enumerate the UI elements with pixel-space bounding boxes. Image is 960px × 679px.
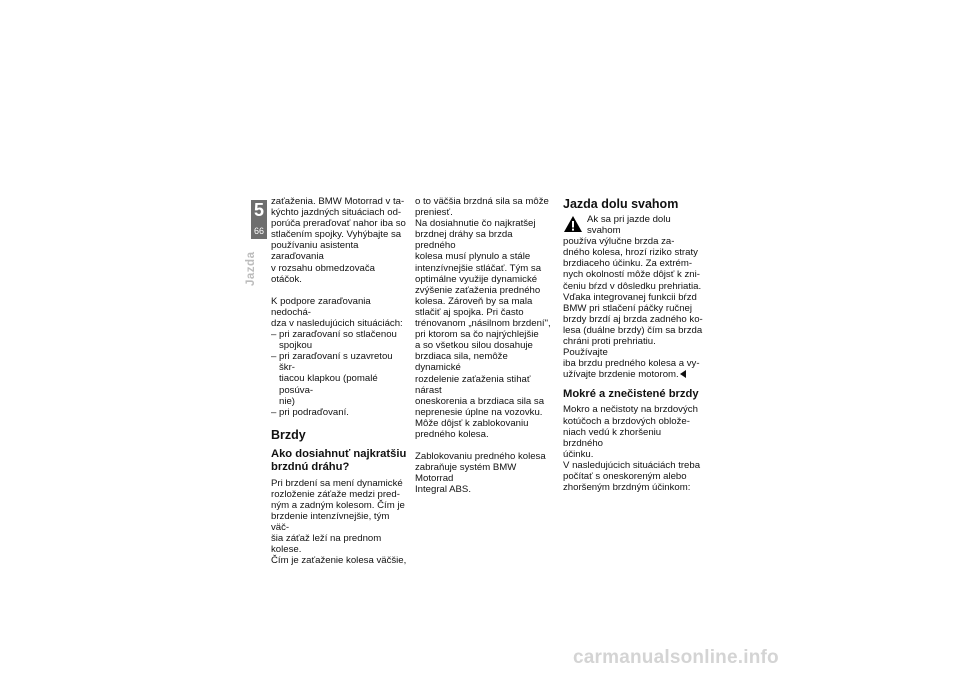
text-line: chráni proti prehriatiu. Používajte	[563, 336, 656, 359]
text-line: brzdiaca sila, nemôže dynamické	[415, 351, 508, 374]
text-line: kýchto jazdných situáciach od-	[271, 207, 402, 219]
text-line: kolesa. Zároveň by sa mala	[415, 295, 533, 307]
text-line: V nasledujúcich situáciách treba	[563, 459, 701, 471]
text-line: iba brzdu predného kolesa a vy-	[563, 358, 700, 370]
subheading-wet-dirty-brakes: Mokré a znečistené brzdy	[563, 388, 699, 401]
text-line: kotúčoch a brzdových oblože-	[563, 415, 690, 427]
text-line: šia záťaž leží na prednom kolese.	[271, 533, 382, 556]
text-line: predného kolesa.	[415, 428, 489, 440]
text-line: kolesa musí plynulo a stále	[415, 251, 531, 263]
text-line: Môže dôjsť k zablokovaniu	[415, 417, 529, 429]
text-line: stlačením spojky. Vyhýbajte sa	[271, 229, 402, 241]
text-line: pri ktorom sa čo najrýchlejšie	[415, 329, 539, 341]
col3-paragraph-2	[563, 404, 703, 493]
column-3	[563, 197, 703, 493]
text-line: brzdiaceho účinku. Za extrém-	[563, 258, 693, 270]
list-item	[271, 407, 407, 418]
text-line: nych okolností môže dôjsť k zni-	[563, 269, 700, 281]
text-line: – pri podraďovaní.	[279, 406, 349, 418]
text-line: zvýšenie zaťaženia predného	[415, 284, 541, 296]
col1-paragraph-3	[271, 478, 407, 567]
col1-paragraph-2	[271, 296, 407, 329]
watermark: carmanualsonline.info	[573, 647, 779, 668]
text-line: porúča preraďovať nahor iba so	[271, 218, 406, 230]
text-line: používaniu asistenta zaraďovania	[271, 240, 359, 263]
section-heading-brakes: Brzdy	[271, 427, 306, 442]
text-line: intenzívnejšie stláčať. Tým sa	[415, 262, 542, 274]
text-line: rozdelenie zaťaženia stihať nárast	[415, 373, 531, 396]
text-line: – pri zaraďovaní so stlačenou	[279, 329, 397, 341]
text-line: Ako dosiahnuť najkratšiu	[271, 447, 407, 460]
text-line: oneskorenia a brzdiaca sila sa	[415, 395, 545, 407]
text-line: ným a zadným kolesom. Čím je	[271, 499, 405, 511]
shift-assist-exceptions-list	[271, 329, 407, 418]
text-line-end: užívajte brzdenie motorom.	[563, 369, 679, 381]
text-line: rozloženie záťaže medzi pred-	[271, 488, 400, 500]
chapter-number: 5	[253, 200, 264, 220]
col1-paragraph-1	[271, 196, 407, 285]
chapter-side-label: Jazda	[245, 251, 257, 286]
text-line: lesa (duálne brzdy) čím sa brzda	[563, 324, 703, 336]
subheading-shortest-braking-distance	[271, 448, 407, 474]
text-line: počítať s oneskoreným alebo	[563, 470, 687, 482]
text-line: používa výlučne brzda za-	[563, 236, 675, 248]
list-item	[271, 351, 407, 406]
text-line: BMW pri stlačení páčky ručnej	[563, 302, 693, 314]
text-line: o to väčšia brzdná sila sa môže	[415, 196, 549, 207]
text-line: optimálne využije dynamické	[415, 273, 538, 285]
text-line: zabraňuje systém BMW Motorrad	[415, 462, 517, 485]
text-line: brzdnú dráhu?	[271, 460, 350, 473]
text-line: trénovanom „násilnom brzdení",	[415, 318, 551, 330]
text-line: zhoršeným brzdným účinkom:	[563, 482, 691, 494]
column-1	[271, 196, 407, 567]
text-line: nie)	[279, 395, 295, 407]
text-line: v rozsahu obmedzovača otáčok.	[271, 262, 375, 285]
col2-paragraph-2	[415, 451, 551, 495]
text-line: čeniu bŕzd v dôsledku prehriatia.	[563, 280, 702, 292]
text-line: dza v nasledujúcich situáciách:	[271, 317, 403, 329]
text-line: dného kolesa, hrozí riziko straty	[563, 247, 698, 259]
text-line: a so všetkou silou dosahuje	[415, 340, 533, 352]
section-heading-downhill: Jazda dolu svahom	[563, 197, 679, 211]
text-line: Vďaka integrovanej funkcii bŕzd	[563, 291, 697, 303]
text-line: Ak sa pri jazde dolu svahom	[587, 214, 671, 237]
text-line: preniesť.	[415, 207, 453, 219]
text-line: účinku.	[563, 448, 594, 460]
text-line: tiacou klapkou (pomalé posúva-	[279, 373, 378, 396]
text-line: Čím je zaťaženie kolesa väčšie,	[271, 555, 407, 567]
text-line: K podpore zaraďovania nedochá-	[271, 295, 371, 318]
text-line: stlačiť aj spojka. Pri často	[415, 306, 524, 318]
warning-block	[563, 214, 703, 380]
text-line: – pri zaraďovaní s uzavretou škr-	[279, 351, 393, 374]
col2-paragraph-1	[415, 196, 551, 440]
text-line: neprenesie úplne na vozovku.	[415, 406, 543, 418]
text-line: Integral ABS.	[415, 484, 471, 496]
end-mark-icon	[680, 370, 686, 378]
column-2	[415, 196, 551, 495]
text-line: Na dosiahnutie čo najkratšej	[415, 218, 536, 230]
text-line: spojkou	[279, 340, 313, 352]
page-number: 66	[253, 226, 264, 236]
text-line: Mokro a nečistoty na brzdových	[563, 404, 698, 416]
text-line: brzdnej dráhy sa brzda predného	[415, 229, 513, 252]
text-line: zaťaženia. BMW Motorrad v ta-	[271, 196, 405, 207]
text-line: Zablokovaniu predného kolesa	[415, 451, 546, 463]
text-line: Pri brzdení sa mení dynamické	[271, 477, 403, 489]
list-item	[271, 329, 407, 351]
text-line: niach vedú k zhoršeniu brzdného	[563, 426, 662, 449]
text-line: brzdy brzdí aj brzda zadného ko-	[563, 313, 703, 325]
text-line: brzdenie intenzívnejšie, tým väč-	[271, 511, 390, 534]
text-line	[563, 369, 703, 380]
warning-triangle-icon	[563, 215, 583, 233]
